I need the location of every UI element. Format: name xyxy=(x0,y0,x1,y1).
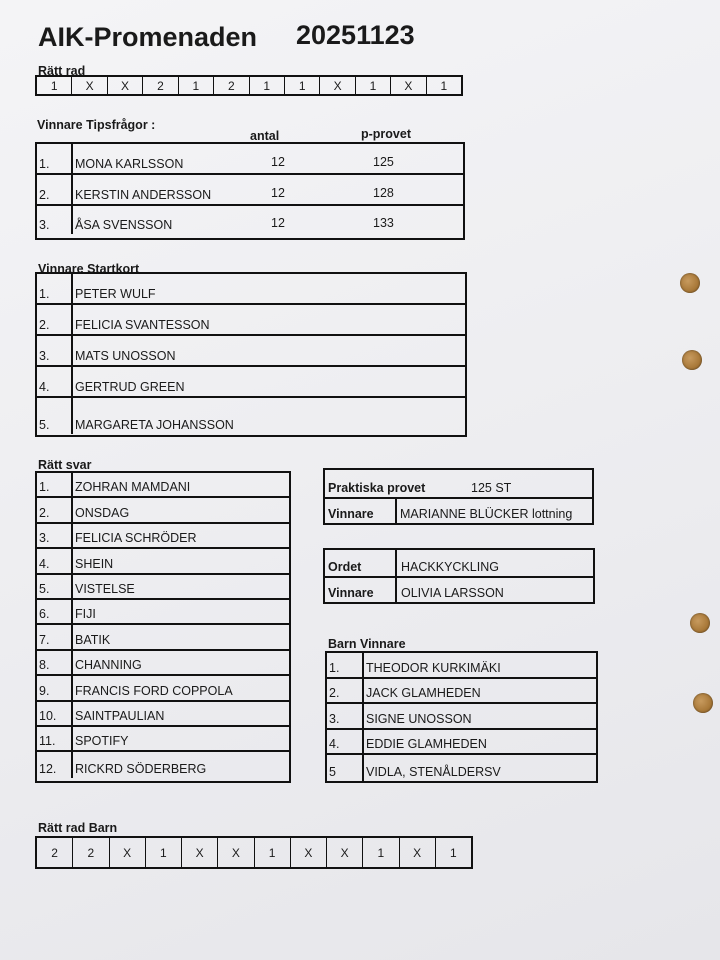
answer-text: FRANCIS FORD COPPOLA xyxy=(75,683,233,698)
column-divider xyxy=(71,752,73,777)
ratt-svar-row xyxy=(37,498,289,523)
answer-text: ZOHRAN MAMDANI xyxy=(75,480,191,495)
praktiska-winner: MARIANNE BLÜCKER lottning xyxy=(400,507,573,521)
row-number: 3. xyxy=(39,218,50,232)
ratt-rad-barn-cell: X xyxy=(291,838,327,867)
startkort-row xyxy=(37,336,465,367)
punch-hole xyxy=(693,693,713,713)
winner-name: SIGNE UNOSSON xyxy=(366,711,472,726)
row-number: 11. xyxy=(39,734,56,749)
column-divider xyxy=(71,305,73,334)
winner-name: EDDIE GLAMHEDEN xyxy=(366,737,487,752)
ratt-svar-row xyxy=(37,676,289,701)
winner-name: JACK GLAMHEDEN xyxy=(366,686,481,701)
ratt-rad-cell: 1 xyxy=(285,77,320,94)
ratt-rad-barn-label: Rätt rad Barn xyxy=(38,821,118,835)
ratt-rad-barn-cell: 1 xyxy=(363,838,399,867)
ratt-rad-label: Rätt rad xyxy=(38,64,86,78)
ratt-rad-barn-cell: 2 xyxy=(73,838,109,867)
ratt-rad-cell: 1 xyxy=(440,78,448,93)
ratt-rad-barn-cell: X xyxy=(327,838,363,867)
column-divider xyxy=(71,336,73,365)
antal-value: 12 xyxy=(271,186,285,200)
barn-vinnare-label: Barn Vinnare xyxy=(328,637,406,651)
row-number: 2. xyxy=(39,318,50,332)
row-number: 3. xyxy=(39,349,50,363)
column-divider xyxy=(71,651,73,674)
answer-text: FELICIA SCHRÖDER xyxy=(75,531,197,546)
winner-name: MARGARETA JOHANSSON xyxy=(75,418,234,432)
ratt-rad-barn-grid xyxy=(35,836,473,869)
barn-vinnare-row xyxy=(327,653,596,679)
punch-hole xyxy=(680,273,700,293)
column-divider xyxy=(71,206,73,234)
row-number: 1. xyxy=(39,480,50,495)
tipsfragor-row xyxy=(37,206,463,234)
column-divider xyxy=(71,498,73,521)
ratt-rad-barn-cell: 1 xyxy=(146,838,182,867)
startkort-row xyxy=(37,274,465,305)
pprovet-value: 128 xyxy=(373,186,394,200)
column-divider xyxy=(362,653,364,677)
ratt-rad-barn-cell: X xyxy=(400,838,436,867)
row-number: 3. xyxy=(329,711,340,726)
tipsfragor-table xyxy=(35,142,465,240)
ratt-svar-row xyxy=(37,473,289,498)
praktiska-label: Praktiska provet xyxy=(328,481,426,495)
row-number: 4. xyxy=(39,380,50,394)
tipsfragor-label: Vinnare Tipsfrågor : xyxy=(37,118,156,132)
barn-vinnare-row xyxy=(327,755,596,781)
column-divider xyxy=(71,398,73,434)
row-number: 12. xyxy=(39,761,57,776)
winner-name: KERSTIN ANDERSSON xyxy=(75,188,212,202)
answer-text: RICKRD SÖDERBERG xyxy=(75,761,207,776)
row-number: 6. xyxy=(39,607,50,622)
column-divider xyxy=(71,575,73,598)
ratt-rad-cell: X xyxy=(320,77,355,94)
ratt-rad-cell: 1 xyxy=(37,77,72,94)
barn-vinnare-row xyxy=(327,704,596,730)
page-title: AIK-Promenaden xyxy=(38,22,258,52)
answer-text: SAINTPAULIAN xyxy=(75,708,165,723)
column-divider xyxy=(71,175,73,204)
row-number: 4. xyxy=(329,737,340,752)
ordet-winner: OLIVIA LARSSON xyxy=(401,586,504,600)
ratt-rad-grid xyxy=(35,75,463,96)
praktiska-winner-label: Vinnare xyxy=(328,507,374,521)
ratt-svar-row xyxy=(37,625,289,650)
row-number: 8. xyxy=(39,658,50,673)
answer-text: VISTELSE xyxy=(75,581,135,596)
column-divider xyxy=(71,600,73,623)
ratt-svar-label: Rätt svar xyxy=(38,458,92,472)
antal-header: antal xyxy=(250,129,280,143)
answer-text: SHEIN xyxy=(75,556,114,571)
winner-name: MATS UNOSSON xyxy=(75,349,176,363)
column-divider xyxy=(71,524,73,547)
column-divider xyxy=(71,727,73,750)
column-divider xyxy=(362,755,364,781)
startkort-label: Vinnare Startkort xyxy=(38,262,140,276)
ratt-rad-barn-cell: 1 xyxy=(450,845,457,860)
ratt-rad-barn-cell: X xyxy=(110,838,146,867)
row-number: 3. xyxy=(39,531,50,546)
barn-vinnare-table xyxy=(325,651,598,783)
ratt-svar-row xyxy=(37,600,289,625)
ratt-rad-cell: X xyxy=(108,77,143,94)
pprovet-value: 125 xyxy=(373,155,394,169)
column-divider xyxy=(71,676,73,699)
barn-vinnare-row xyxy=(327,679,596,705)
antal-value: 12 xyxy=(271,216,285,230)
ordet-value: HACKKYCKLING xyxy=(401,560,499,574)
barn-vinnare-row xyxy=(327,730,596,756)
ratt-rad-cell: 2 xyxy=(143,77,178,94)
answer-text: SPOTIFY xyxy=(75,734,129,749)
column-divider xyxy=(362,679,364,703)
row-number: 5. xyxy=(39,581,50,596)
ratt-svar-table xyxy=(35,471,291,783)
row-number: 10. xyxy=(39,708,57,723)
answer-text: FIJI xyxy=(75,607,96,622)
ratt-rad-cell: X xyxy=(72,77,107,94)
ratt-rad-cell: X xyxy=(391,77,426,94)
winner-name: FELICIA SVANTESSON xyxy=(75,318,210,332)
answer-text: BATIK xyxy=(75,632,111,647)
winner-name: PETER WULF xyxy=(75,287,156,301)
tipsfragor-row xyxy=(37,175,463,206)
ratt-rad-barn-cell: 2 xyxy=(37,838,73,867)
row-number: 2. xyxy=(39,188,50,202)
ratt-svar-row xyxy=(37,752,289,777)
winner-name: MONA KARLSSON xyxy=(75,157,184,171)
ordet-winner-label: Vinnare xyxy=(328,586,374,600)
tipsfragor-row xyxy=(37,144,463,175)
column-divider xyxy=(71,473,73,496)
ratt-rad-cell: 1 xyxy=(179,77,214,94)
row-number: 2. xyxy=(39,505,50,520)
ratt-svar-row xyxy=(37,651,289,676)
column-divider xyxy=(71,702,73,725)
punch-hole xyxy=(690,613,710,633)
column-divider xyxy=(362,704,364,728)
answer-text: ONSDAG xyxy=(75,505,130,520)
column-divider xyxy=(71,549,73,572)
ratt-svar-row xyxy=(37,575,289,600)
ordet-table xyxy=(323,548,595,604)
ratt-rad-barn-cell: X xyxy=(218,838,254,867)
ratt-rad-cell: 1 xyxy=(356,77,391,94)
punch-hole xyxy=(682,350,702,370)
ratt-svar-row xyxy=(37,524,289,549)
page-date: 20251123 xyxy=(296,20,415,50)
startkort-row xyxy=(37,305,465,336)
column-divider xyxy=(362,730,364,754)
ratt-rad-cell: 2 xyxy=(214,77,249,94)
row-number: 9. xyxy=(39,683,50,698)
row-number: 1. xyxy=(39,287,50,301)
ratt-svar-row xyxy=(37,702,289,727)
row-number: 1. xyxy=(39,157,50,171)
column-divider xyxy=(71,367,73,396)
winner-name: ÅSA SVENSSON xyxy=(75,218,173,232)
answer-text: CHANNING xyxy=(75,658,142,673)
ratt-rad-barn-cell: X xyxy=(182,838,218,867)
ratt-rad-barn-cell: 1 xyxy=(255,838,291,867)
winner-name: THEODOR KURKIMÄKI xyxy=(366,660,501,675)
ordet-label: Ordet xyxy=(328,560,362,574)
row-number: 4. xyxy=(39,556,50,571)
row-number: 1. xyxy=(329,660,340,675)
ratt-svar-row xyxy=(37,549,289,574)
winner-name: VIDLA, STENÅLDERSV xyxy=(366,764,501,779)
pprovet-value: 133 xyxy=(373,216,394,230)
pprovet-header: p-provet xyxy=(361,127,411,141)
row-number: 5. xyxy=(39,418,50,432)
column-divider xyxy=(71,144,73,173)
winner-name: GERTRUD GREEN xyxy=(75,380,185,394)
row-number: 5 xyxy=(329,764,336,779)
praktiska-table xyxy=(323,468,594,525)
column-divider xyxy=(71,625,73,648)
row-number: 2. xyxy=(329,686,340,701)
startkort-row xyxy=(37,398,465,434)
startkort-table xyxy=(35,272,467,437)
row-number: 7. xyxy=(39,632,50,647)
column-divider xyxy=(71,274,73,303)
ratt-rad-cell: 1 xyxy=(250,77,285,94)
antal-value: 12 xyxy=(271,155,285,169)
ratt-svar-row xyxy=(37,727,289,752)
praktiska-value: 125 ST xyxy=(471,481,512,495)
startkort-row xyxy=(37,367,465,398)
